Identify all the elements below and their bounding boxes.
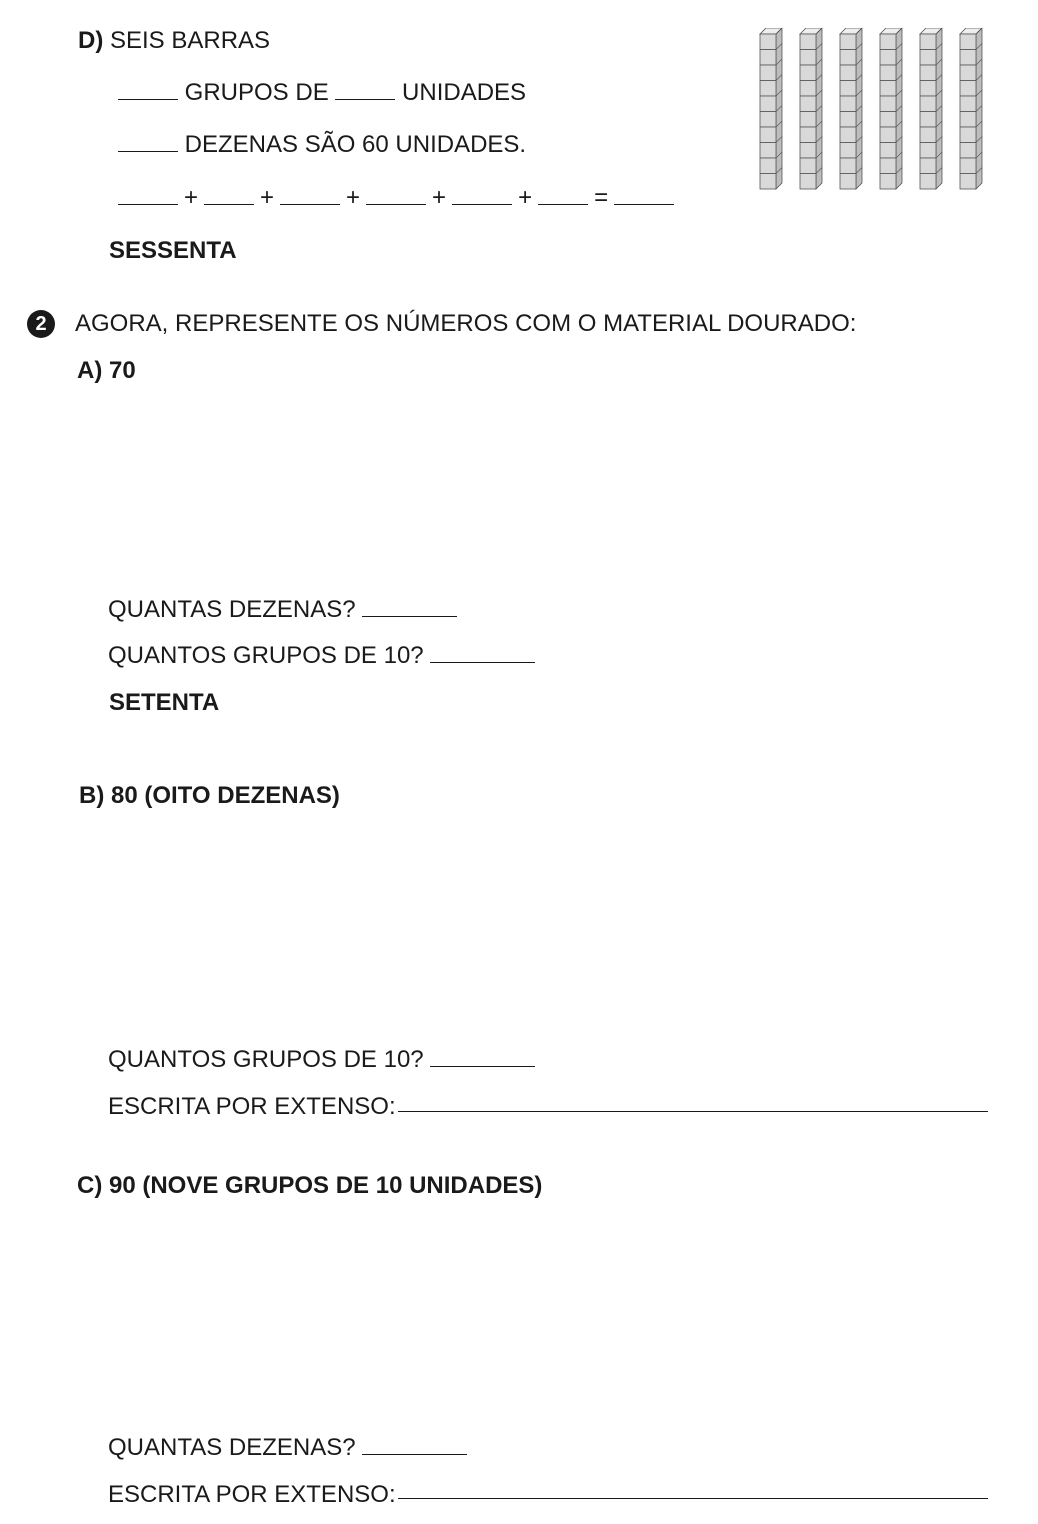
unit-cube — [840, 34, 856, 50]
ten-rod — [920, 28, 942, 189]
unit-cube — [880, 34, 896, 50]
answer-blank[interactable] — [366, 184, 426, 205]
unit-cube — [880, 65, 896, 81]
item-a-heading: A) 70 — [77, 357, 136, 384]
unit-cube — [880, 174, 896, 190]
unit-cube — [800, 143, 816, 159]
unit-cube — [800, 96, 816, 112]
answer-blank[interactable] — [538, 184, 588, 205]
unit-cube — [760, 81, 776, 97]
unit-cube — [840, 158, 856, 174]
unit-cube — [960, 50, 976, 66]
item-b-question-2-label: ESCRITA POR EXTENSO: — [108, 1093, 396, 1120]
unit-cube — [960, 112, 976, 128]
unit-cube — [920, 34, 936, 50]
ten-rods-illustration — [758, 28, 988, 192]
unit-cube — [960, 158, 976, 174]
unit-cube — [840, 65, 856, 81]
unit-cube — [840, 174, 856, 190]
unit-cube — [920, 158, 936, 174]
unit-cube — [960, 81, 976, 97]
unit-cube — [800, 112, 816, 128]
item-d-title-line — [78, 27, 270, 55]
item-c-question-1 — [108, 1434, 467, 1462]
item-b-q1-label: QUANTOS GRUPOS DE 10? — [108, 1046, 424, 1073]
unit-cube — [880, 158, 896, 174]
unit-cube — [880, 81, 896, 97]
answer-blank[interactable] — [362, 596, 457, 617]
item-a-word: SETENTA — [109, 689, 220, 716]
answer-blank[interactable] — [204, 184, 254, 205]
item-d-letter: D) — [78, 27, 104, 54]
unit-cube — [840, 112, 856, 128]
item-b-heading: B) 80 (OITO DEZENAS) — [79, 782, 340, 809]
unit-cube — [760, 127, 776, 143]
ten-rod — [880, 28, 902, 189]
unit-cube — [960, 65, 976, 81]
question-number-badge: 2 — [27, 310, 55, 338]
unit-cube — [920, 143, 936, 159]
item-d-line1-mid: GRUPOS DE — [184, 79, 329, 106]
unit-cube — [800, 34, 816, 50]
unit-cube — [880, 50, 896, 66]
answer-blank[interactable] — [280, 184, 340, 205]
item-d-line2-end: DEZENAS SÃO 60 UNIDADES. — [184, 131, 527, 158]
unit-cube — [840, 96, 856, 112]
item-d-line1-end: UNIDADES — [402, 79, 527, 106]
unit-cube — [960, 143, 976, 159]
unit-cube — [840, 81, 856, 97]
unit-cube — [840, 50, 856, 66]
equals-sign: = — [594, 184, 609, 211]
unit-cube — [800, 158, 816, 174]
answer-blank[interactable] — [335, 79, 395, 100]
plus-sign: + — [518, 184, 533, 211]
item-d-title: SEIS BARRAS — [110, 27, 271, 54]
unit-cube — [920, 65, 936, 81]
item-a-q1-label: QUANTAS DEZENAS? — [108, 596, 356, 623]
answer-blank[interactable] — [118, 184, 178, 205]
unit-cube — [800, 81, 816, 97]
unit-cube — [840, 143, 856, 159]
unit-cube — [760, 143, 776, 159]
answer-blank[interactable] — [118, 79, 178, 100]
item-c-q1-label: QUANTAS DEZENAS? — [108, 1434, 356, 1461]
item-a-question-2 — [108, 642, 535, 670]
ten-rod — [840, 28, 862, 189]
answer-blank[interactable] — [362, 1434, 467, 1455]
answer-blank[interactable] — [118, 131, 178, 152]
answer-blank[interactable] — [430, 1046, 535, 1067]
unit-cube — [920, 81, 936, 97]
question-2-prompt: AGORA, REPRESENTE OS NÚMEROS COM O MATERIAL DOURADO: — [75, 310, 857, 337]
ten-rod — [760, 28, 782, 189]
item-d-line-2 — [118, 131, 526, 159]
extenso-answer-line[interactable] — [398, 1498, 988, 1499]
unit-cube — [960, 96, 976, 112]
unit-cube — [800, 127, 816, 143]
item-b-question-1 — [108, 1046, 535, 1074]
unit-cube — [960, 34, 976, 50]
item-a-question-1 — [108, 596, 457, 624]
unit-cube — [760, 65, 776, 81]
unit-cube — [880, 127, 896, 143]
unit-cube — [760, 174, 776, 190]
unit-cube — [960, 174, 976, 190]
unit-cube — [960, 127, 976, 143]
item-d-addition-line — [118, 184, 674, 212]
plus-sign: + — [346, 184, 361, 211]
item-d-line-1 — [118, 79, 526, 107]
item-c-question-2-label: ESCRITA POR EXTENSO: — [108, 1481, 396, 1508]
unit-cube — [800, 65, 816, 81]
unit-cube — [920, 96, 936, 112]
plus-sign: + — [260, 184, 275, 211]
item-c-heading: C) 90 (NOVE GRUPOS DE 10 UNIDADES) — [77, 1172, 543, 1199]
unit-cube — [800, 50, 816, 66]
answer-blank[interactable] — [452, 184, 512, 205]
unit-cube — [920, 127, 936, 143]
unit-cube — [760, 96, 776, 112]
unit-cube — [920, 50, 936, 66]
unit-cube — [880, 96, 896, 112]
unit-cube — [760, 34, 776, 50]
unit-cube — [920, 112, 936, 128]
answer-blank[interactable] — [430, 642, 535, 663]
extenso-answer-line[interactable] — [398, 1111, 988, 1112]
answer-blank[interactable] — [614, 184, 674, 205]
unit-cube — [840, 127, 856, 143]
plus-sign: + — [432, 184, 447, 211]
unit-cube — [760, 112, 776, 128]
item-d-word: SESSENTA — [109, 237, 237, 264]
plus-sign: + — [184, 184, 199, 211]
item-a-q2-label: QUANTOS GRUPOS DE 10? — [108, 642, 424, 669]
unit-cube — [760, 50, 776, 66]
unit-cube — [800, 174, 816, 190]
ten-rod — [960, 28, 982, 189]
unit-cube — [880, 112, 896, 128]
unit-cube — [920, 174, 936, 190]
ten-rod — [800, 28, 822, 189]
unit-cube — [760, 158, 776, 174]
unit-cube — [880, 143, 896, 159]
